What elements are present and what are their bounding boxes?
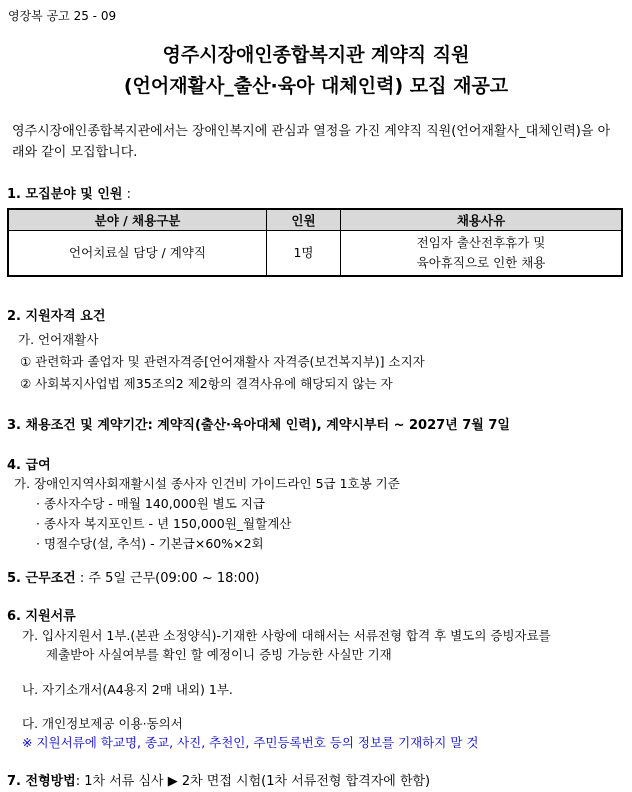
documents-item-b: 나. 자기소개서(A4용지 2매 내외) 1부. [22, 682, 233, 697]
section-1-title: 1. 모집분야 및 인원 [7, 187, 123, 202]
documents-item-c: 다. 개인정보제공 이용·동의서 [22, 716, 183, 731]
section-documents-heading [7, 605, 76, 624]
salary-sub: 가. 장애인지역사회재활시설 종사자 인건비 가이드라인 5급 1호봉 기준 [14, 476, 400, 491]
section-6-title: 6. 지원서류 [7, 609, 76, 624]
recruitment-table [7, 208, 623, 277]
table-header-count: 인원 [267, 209, 341, 231]
table-cell-field: 언어치료실 담당 / 계약직 [8, 231, 267, 277]
salary-item-2: · 종사자 복지포인트 - 년 150,000원_월할계산 [36, 516, 292, 531]
table-header-row [8, 209, 622, 231]
document-number: 영장복 공고 25 - 09 [8, 9, 117, 23]
intro-paragraph: 영주시장애인종합복지관에서는 장애인복지에 관심과 열정을 가진 계약직 직원(언어재활사_대체인력)을 아래와 같이 모집합니다. [12, 124, 611, 160]
documents-item-a-line-2: 제출받아 사실여부를 확인 할 예정이니 증빙 가능한 사실만 기재 [46, 647, 392, 662]
section-5-text: : 주 5일 근무(09:00 ~ 18:00) [75, 571, 260, 586]
table-header-reason: 채용사유 [341, 209, 623, 231]
section-2-title: 2. 지원자격 요건 [7, 309, 106, 324]
documents-note: ※ 지원서류에 학교명, 종교, 사진, 추천인, 주민등록번호 등의 정보를 기재하지 말 것 [22, 735, 479, 750]
table-header-field: 분야 / 채용구분 [8, 209, 267, 231]
section-selection-heading [7, 770, 430, 789]
section-work-heading [7, 567, 259, 586]
table-cell-count: 1명 [267, 231, 341, 277]
page-title: 영주시장애인종합복지관 계약직 직원 [162, 44, 470, 66]
page-subtitle: (언어재활사_출산·육아 대체인력) 모집 재공고 [123, 75, 509, 97]
section-7-text: : 1차 서류 심사 ▶ 2차 면접 시험(1차 서류전형 합격자에 한함) [75, 774, 431, 789]
section-terms-heading [7, 414, 510, 433]
table-cell-reason [341, 231, 623, 277]
section-7-title: 7. 전형방법 [7, 774, 76, 789]
qualification-sub: 가. 언어재활사 [18, 332, 99, 347]
documents-item-a-line-1: 가. 입사지원서 1부.(본관 소정양식)-기재한 사항에 대해서는 서류전형 합격 후 별도의 증빙자료를 [22, 628, 551, 643]
section-1-suffix: : [122, 187, 131, 202]
qualification-item-2: ② 사회복지사업법 제35조의2 제2항의 결격사유에 해당되지 않는 자 [20, 376, 393, 391]
reason-line-1: 전임자 출산전후휴가 및 [416, 235, 546, 250]
salary-item-1: · 종사자수당 - 매월 140,000원 별도 지급 [36, 496, 265, 511]
section-recruitment-heading [7, 183, 131, 202]
section-5-title: 5. 근무조건 [7, 571, 76, 586]
section-salary-heading [7, 454, 51, 473]
section-4-title: 4. 급여 [7, 458, 51, 473]
section-3-title: 3. 채용조건 및 계약기간: 계약직(출산·육아대체 인력), 계약시부터 ~ 2027년 7월 7일 [7, 418, 510, 433]
salary-item-3: · 명절수당(설, 추석) - 기본급×60%×2회 [36, 536, 264, 551]
reason-line-2: 육아휴직으로 인한 채용 [416, 255, 546, 270]
qualification-item-1: ① 관련학과 졸업자 및 관련자격증[언어재활사 자격증(보건복지부)] 소지자 [20, 354, 425, 369]
table-row [8, 231, 622, 277]
section-qualification-heading [7, 305, 105, 324]
